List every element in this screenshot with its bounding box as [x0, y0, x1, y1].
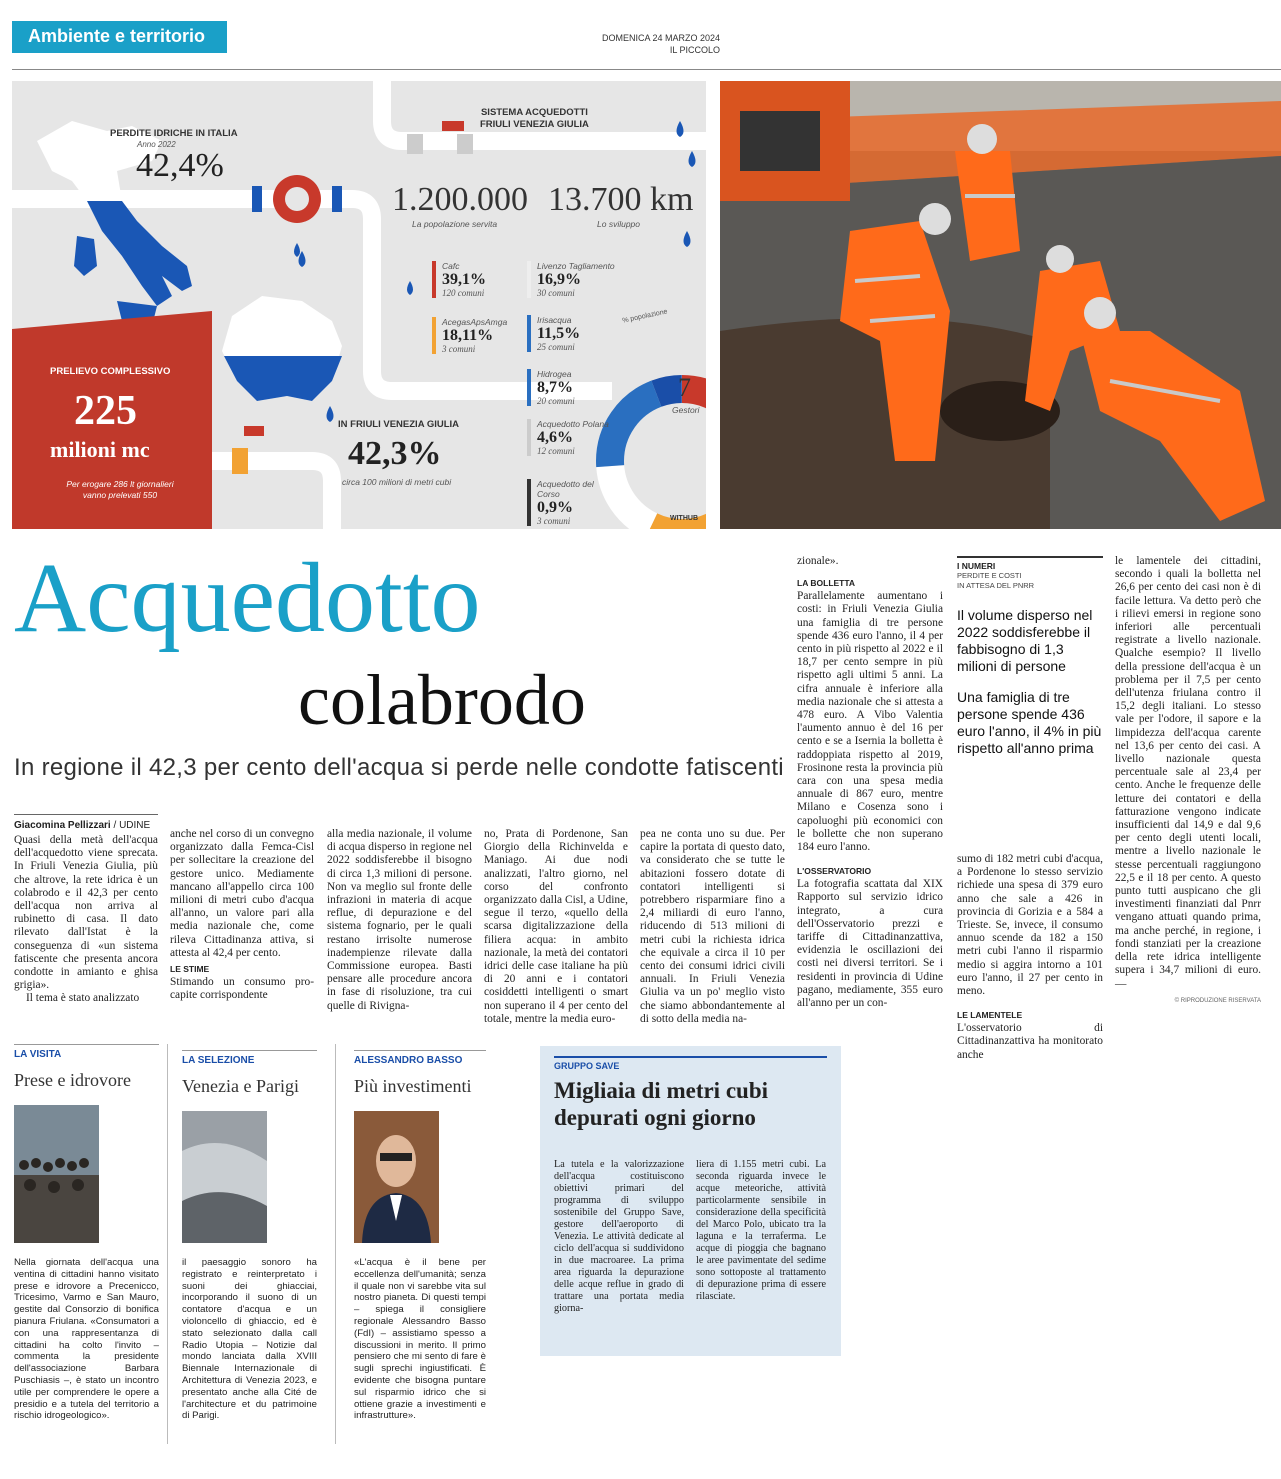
donut-label: % popolazione: [621, 308, 669, 325]
col-5-text: pea ne conta uno su due. Per capire la portata di questo dato, va considerato che se tutte le abitazioni fossero dotate di contatori intelligenti si potrebbero risparmiare fino a 2,4 miliardi di euro l'anno, riducendo di 513 milioni di metri cubi la richiesta idrica che equivale a circa il 10 per cento dei consumi idrici civili annuali. In Friuli Venezia Giulia va un po' meglio visto che siamo abbondantemente al di sotto della media na-: [640, 828, 785, 1025]
population-label: La popolazione servita: [412, 219, 498, 229]
col-7b-text: L'osservatorio di Cittadinanzattiva ha monitorato anche: [957, 1022, 1103, 1061]
basso-portrait: [354, 1111, 439, 1243]
col-6b-text: La fotografia scattata dal XIX Rapporto sul servizio idrico integrato, a cura dell'Osservatorio prezzi e tariffe di Cittadinanzattiva, evidenzia le oscillazioni dei costi nei diversi territori. Se i residenti in provincia di Udine pagano, mediamente, 355 euro all'anno per un con-: [797, 878, 943, 1010]
numbers-fact-1: Il volume disperso nel 2022 soddisferebbe il fabbisogno di 1,3 milioni di persone: [957, 607, 1093, 674]
fvg-value: 42,3%: [348, 435, 442, 472]
numbers-label: I NUMERI: [957, 556, 1103, 571]
sidebar-visita: [14, 1044, 159, 1422]
copyright: © RIPRODUZIONE RISERVATA: [1174, 997, 1261, 1004]
selezione-title: Venezia e Parigi: [182, 1076, 299, 1096]
numbers-sub-2: IN ATTESA DEL PNRR: [957, 581, 1035, 590]
manager-towns: 12 comuni: [537, 446, 575, 456]
withdrawal-note-2: vanno prelevati 550: [82, 490, 158, 500]
headline-secondary: colabrodo: [298, 660, 586, 740]
paper-name: IL PICCOLO: [669, 45, 720, 55]
col-2b-text: Stimando un consumo pro-capite corrispondente: [170, 976, 314, 1002]
save-col-1: La tutela e la valorizzazione dell'acqua costituiscono obiettivi primari del programma di sviluppo sostenibile del Gruppo Save, gestore dell'aeroporto di Venezia. Le attività dedicate al ciclo dell'acqua si suddividono in due macroaree. La prima area riguarda la depurazione delle acque reflue in grado di trattare una portata media giorna-: [554, 1159, 684, 1314]
selezione-tag: LA SELEZIONE: [182, 1050, 317, 1066]
length-label: Lo sviluppo: [597, 219, 641, 229]
sidebar-selezione: [182, 1050, 317, 1422]
italy-title: PERDITE IDRICHE IN ITALIA: [110, 128, 238, 139]
donut-count-label: Gestori: [672, 405, 700, 415]
col-3-text: alla media nazionale, il volume di acqua disperso in regione nel 2022 soddisferebbe il bisogno di circa 1,3 milioni di persone. Non va meglio sul fronte delle infrazioni in materia di acque reflue, di depurazione e del sistema fognario, per le quali restano irrisolte numerose inadempienze rilevate dalla Commissione europea. Basti pensare alle procedure ancora in fase di risoluzione, tra cui quelle di Rivigna-: [327, 828, 472, 1012]
selezione-text: il paesaggio sonoro ha registrato e reinterpretato i suoni dei ghiacciai, incorporando il suono di un contatore d'acqua e un violoncello di ghiaccio, ed è stato selezionato dalla call Radio Utopia – Notizie dal mondo lanciata dalla XVIII Biennale Internazionale di Architettura di Venezia 2023, e presentato anche alla Cité de l'architecture et du patrimoine di Parigi.: [182, 1257, 317, 1422]
col-6a-text: zionale».: [797, 555, 839, 567]
header-rule: [12, 69, 1281, 70]
headline-main: Acquedotto: [14, 542, 481, 653]
manager-name: Hidrogea: [537, 369, 572, 379]
subhead-bolletta: LA BOLLETTA: [797, 578, 856, 589]
visita-photo: [14, 1105, 99, 1243]
system-title-2: FRIULI VENEZIA GIULIA: [480, 119, 589, 130]
manager-name: Livenzo Tagliamento: [537, 261, 615, 271]
italy-year: Anno 2022: [137, 140, 176, 149]
fvg-note: circa 100 milioni di metri cubi: [342, 477, 452, 487]
manager-item: [527, 479, 617, 526]
italy-value: 42,4%: [136, 147, 224, 184]
selezione-photo: [182, 1111, 267, 1243]
manager-pct: 39,1%: [442, 271, 486, 288]
manager-pct: 0,9%: [537, 499, 573, 516]
col-6-text: Parallelamente aumentano i costi: in Friuli Venezia Giulia una famiglia di tre persone spende 436 euro l'anno, il 4 per cento in più rispetto al 2022 e il 18,7 per cento sempre in più rispetto agli ultimi 5 anni. La cifra annuale è inferiore alla media nazionale che si attesta a 478 euro. A Vibo Valentia l'aumento annuo è del 16 per cento e se a Isernia la bolletta è raddoppiata rispetto al 2019, Frosinone resta la provincia più cara con una spesa media annuale di 867 euro, mentre Milano e Cosenza sono i capoluoghi più economici con le bollette che non superano 184 euro l'anno.: [797, 590, 943, 854]
dateline: [540, 32, 720, 56]
article-col-8: [1115, 555, 1261, 1008]
donut-count: 7: [678, 373, 691, 402]
article-col-4: [484, 828, 628, 1026]
manager-pct: 16,9%: [537, 271, 581, 288]
sidebar-basso: [354, 1050, 486, 1422]
col-7-text: sumo di 182 metri cubi d'acqua, a Pordenone lo stesso servizio richiede una spesa di 379 euro anno che sale a 426 in provincia di Gorizia e a 584 a Trieste. Se, invece, il consumo annuo scende da 182 a 150 metri cubi l'anno il risparmio medio si aggira intorno a 101 euro l'anno, il 27 per cento in meno.: [957, 853, 1103, 998]
visita-tag: LA VISITA: [14, 1044, 159, 1060]
manager-item: [432, 261, 522, 298]
manager-name: Acquedotto del Corso: [537, 479, 594, 499]
manager-item: [527, 419, 617, 456]
article-col-2: [170, 828, 314, 1002]
manager-name: Irisacqua: [537, 315, 572, 325]
author: Giacomina Pellizzari: [14, 820, 111, 831]
infographic-credit: WITHUB: [670, 515, 698, 522]
manager-item: [432, 317, 522, 354]
manager-name: Acquedotto Polana: [537, 419, 609, 429]
sidebar-divider-2: [335, 1044, 336, 1444]
manager-pct: 8,7%: [537, 379, 573, 396]
subhead-osservatorio: L'OSSERVATORIO: [797, 866, 872, 877]
save-title: Migliaia di metri cubi depurati ogni giorno: [554, 1078, 769, 1130]
deck: In regione il 42,3 per cento dell'acqua si perde nelle condotte fatiscenti: [14, 754, 784, 781]
manager-towns: 120 comuni: [442, 288, 485, 298]
manager-pct: 11,5%: [537, 325, 581, 342]
manager-towns: 30 comuni: [537, 288, 575, 298]
section-tag: Ambiente e territorio: [12, 21, 227, 53]
article-col-6: [797, 555, 943, 1010]
manager-towns: 25 comuni: [537, 342, 575, 352]
numbers-box: [957, 556, 1103, 757]
withdrawal-unit: milioni mc: [50, 437, 150, 462]
fvg-title: IN FRIULI VENEZIA GIULIA: [338, 419, 460, 430]
col-1-text: Quasi della metà dell'acqua dell'acquedotto viene sprecata. In Friuli Venezia Giulia, più che altrove, la rete idrica è un colabrodo e il 42,3 per cento dell'acqua non arriva al rubinetto di casa. Il dato rilevato dall'Istat è la conseguenza di «un sistema fatiscente che presenta ancora condotte in amianto e ghisa grigia».: [14, 834, 158, 992]
article-col-3: [327, 828, 472, 1013]
numbers-sub-1: PERDITE E COSTI: [957, 571, 1022, 580]
infographic: [12, 81, 706, 529]
withdrawal-value: 225: [74, 388, 137, 434]
col-4-text: no, Prata di Pordenone, San Giorgio della Richinvelda e Maniago. Ai due nodi analizzati, l'altro giorno, nel corso del confronto organizzato dalla Cisl, a Udine, segue il terzo, «quello della scarsa digitalizzazione della filiera acqua: in ambito nazionale, la metà dei contatori idrici delle case italiane ha più di 20 anni e i contatori cosiddetti intelligenti o smart non superano il 4 per cento del totale, mentre la media euro-: [484, 828, 628, 1025]
withdrawal-title: PRELIEVO COMPLESSIVO: [50, 366, 171, 377]
numbers-fact-2: Una famiglia di tre persone spende 436 euro l'anno, il 4% in più rispetto all'anno prima: [957, 689, 1102, 756]
save-col-2: liera di 1.155 metri cubi. La seconda riguarda invece le acque meteoriche, attività particolarmente sensibile in considerazione della specificità del Marco Polo, ubicato tra la laguna e la terraferma. Le acque di pioggia che bagnano le aree pavimentate del sedime sono sottoposte al trattamento di depurazione prima di essere rilasciate.: [696, 1159, 826, 1302]
save-box: [540, 1046, 841, 1356]
manager-towns: 3 comuni: [537, 516, 571, 526]
save-tag: GRUPPO SAVE: [554, 1056, 827, 1071]
manager-pct: 4,6%: [537, 429, 573, 446]
col-1b-text: Il tema è stato analizzato: [26, 992, 140, 1005]
visita-title: Prese e idrovore: [14, 1070, 131, 1090]
withdrawal-note-1: Per erogare 286 lt giornalieri: [66, 479, 174, 489]
subhead-lamentele: LE LAMENTELE: [957, 1010, 1023, 1021]
basso-text: «L'acqua è il bene per eccellenza dell'umanità; senza il quale non vi sarebbe vita sul nostro pianeta. Di questi tempi – spiega il consigliere regionale Alessandro Basso (FdI) – assistiamo spesso a discussioni in merito. Il primo pensiero che mi sento di fare è sugli sprechi ingiustificati. È evidente che bisogna puntare sul risparmio idrico che si ottiene grazie a investimenti e infrastrutture».: [354, 1257, 486, 1422]
population-value: 1.200.000: [392, 181, 528, 218]
manager-towns: 3 comuni: [442, 344, 476, 354]
manager-item: [527, 315, 617, 352]
system-title-1: SISTEMA ACQUEDOTTI: [480, 107, 588, 118]
issue-date: DOMENICA 24 MARZO 2024: [601, 33, 720, 43]
basso-title: Più investimenti: [354, 1076, 472, 1096]
fvg-map: [222, 296, 342, 401]
manager-pct: 18,11%: [442, 327, 494, 344]
manager-towns: 20 comuni: [537, 396, 575, 406]
basso-tag: ALESSANDRO BASSO: [354, 1050, 486, 1066]
dateline-place: UDINE: [119, 820, 151, 831]
subhead-estime: LE STIME: [170, 964, 210, 975]
visita-text: Nella giornata dell'acqua una ventina di cittadini hanno visitato prese e idrovore a Precenicco, Tricesimo, Varmo e San Mauro, gestite dal Consorzio di bonifica pianura Friulana. «Consumatori a con una rappresentanza di cittadini ha colto l'invito – commenta la presidente dell'associazione Barbara Puschiasis –, è stato un incontro utile per comprendere le opere a presidio e a tutela del territorio a rischio idrogeologico».: [14, 1257, 159, 1422]
sidebar-divider-1: [167, 1044, 168, 1444]
col-2-text: anche nel corso di un convegno organizzato dalla Femca-Cisl per sollecitare la creazione del gestore unico. Mediamente mancano all'appello circa 100 milioni di metri cubo d'acqua all'anno, un valore pari alla media nazionale che, come rileva Cittadinanza attiva, si attesta al 42,4 per cento.: [170, 828, 314, 959]
manager-name: Cafc: [442, 261, 460, 271]
workers-photo: [720, 81, 1281, 529]
article-col-5: [640, 828, 785, 1026]
length-value: 13.700 km: [548, 181, 694, 218]
col-8-text: le lamentele dei cittadini, secondo i quali la bolletta nel 26,6 per cento dei casi non è di facile lettura. Va detto però che i rilievi emersi in regione sono inferiori alle percentuali registrate a livello nazionale. Qualche esempio? Il livello della pressione dell'acqua è un problema per il 7,5 per cento dell'utenza friulana contro il 15,2 degli italiani. Lo stesso vale per l'odore, il sapore e la limpidezza dell'acqua carente nel 13,6 per cento dei casi. A livello nazionale questa percentuale sale al 23,4 per cento. Anche le frequenze delle letture dei contatori e della fatturazione vengono indicate insufficienti dal 14,9 e dal 9,6 per cento degli utenti locali, mentre a livello nazionale le stesse percentuali raggiungono 22,5 e il 18 per cento. A questo punto tutti auspicano che gli investimenti finanziati dal Pnrr vengano attuati quando prima, ma anche perché, in regione, i fondi stanziati per la creazione della rete idrica intelligente supera i 34,7 milioni di euro. —: [1115, 555, 1261, 990]
article-col-7: [957, 853, 1103, 1062]
manager-name: AcegasApsAmga: [442, 317, 508, 327]
manager-item: [527, 369, 617, 406]
article-col-1: Giacomina Pellizzari / UDINE Quasi della metà dell'acqua dell'acquedotto viene sprecata. In Friuli Venezia Giulia, più che altrove, la rete idrica è un colabrodo e il 42,3 per cento dell'acqua non arriva al rubinetto di casa. Il dato rilevato dall'Istat è la conseguenza di «un sistema fatiscente che presenta ancora condotte in amianto e ghisa grigia». Il tema è stato analizzato: [14, 814, 158, 1006]
manager-item: [527, 261, 617, 298]
workers-photo-image: [720, 81, 1281, 529]
